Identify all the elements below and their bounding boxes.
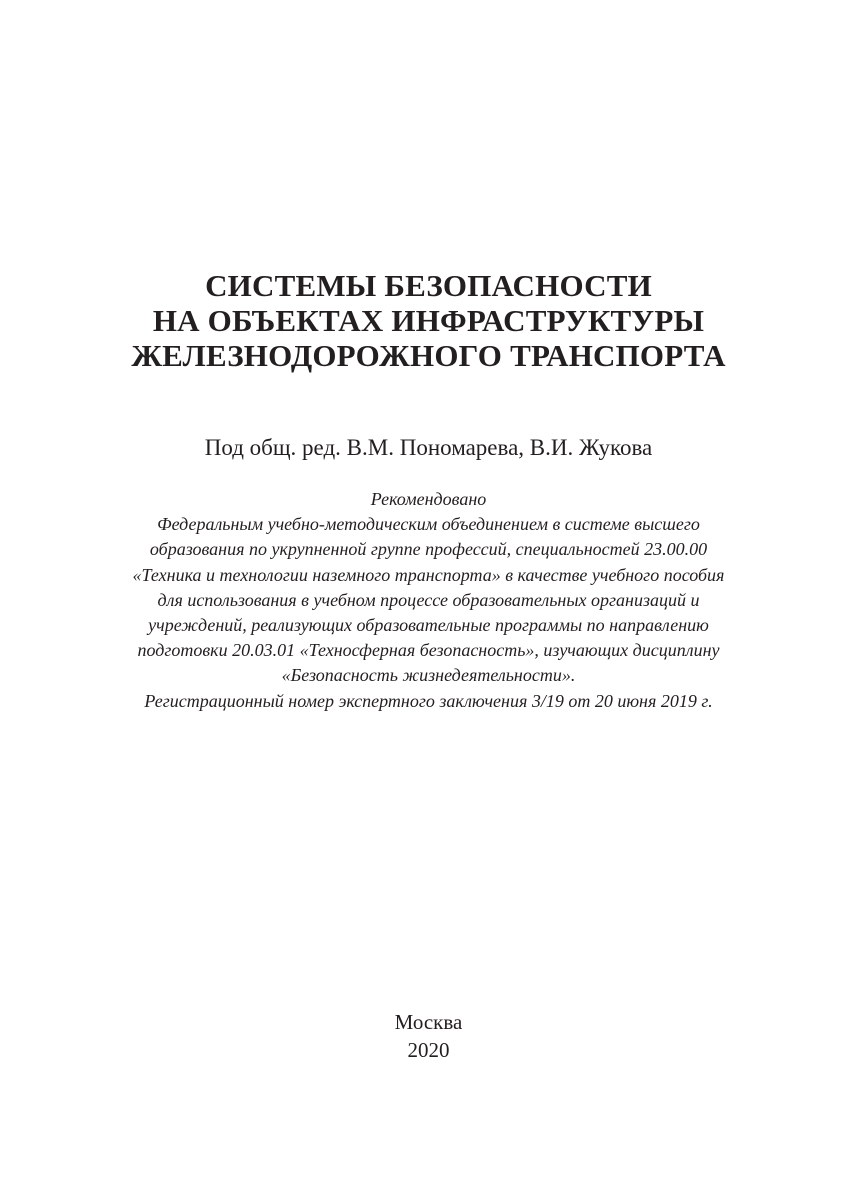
registration-number-line: Регистрационный номер экспертного заключения 3/19 от 20 июня 2019 г.: [144, 690, 713, 711]
recommendation-line-4: «Техника и технологии наземного транспорта» в качестве учебного пособия: [132, 564, 725, 585]
recommendation-line-1: Рекомендовано: [370, 489, 487, 509]
book-title-line-3: ЖЕЛЕЗНОДОРОЖНОГО ТРАНСПОРТА: [131, 338, 726, 373]
recommendation-line-6: учреждений, реализующих образовательные программы по направлению: [148, 615, 709, 636]
recommendation-line-5: для использования в учебном процессе образовательных организаций и: [157, 589, 700, 610]
imprint: [0, 1008, 857, 1064]
editors-line: Под общ. ред. В.М. Пономарева, В.И. Жукова: [204, 435, 653, 460]
recommendation-line-3: образования по укрупненной группе профессий, специальностей 23.00.00: [149, 539, 708, 560]
book-title-line-2: НА ОБЪЕКТАХ ИНФРАСТРУКТУРЫ: [152, 303, 705, 338]
imprint-year: 2020: [407, 1038, 450, 1062]
recommendation-block: [0, 487, 857, 714]
recommendation-line-2: Федеральным учебно-методическим объединением в системе высшего: [157, 514, 700, 535]
recommendation-line-8: «Безопасность жизнедеятельности».: [281, 665, 576, 686]
imprint-city: Москва: [394, 1010, 463, 1034]
book-title-line-1: СИСТЕМЫ БЕЗОПАСНОСТИ: [205, 268, 652, 303]
recommendation-line-7: подготовки 20.03.01 «Техносферная безопасность», изучающих дисциплину: [137, 640, 720, 661]
book-title: [0, 268, 857, 373]
